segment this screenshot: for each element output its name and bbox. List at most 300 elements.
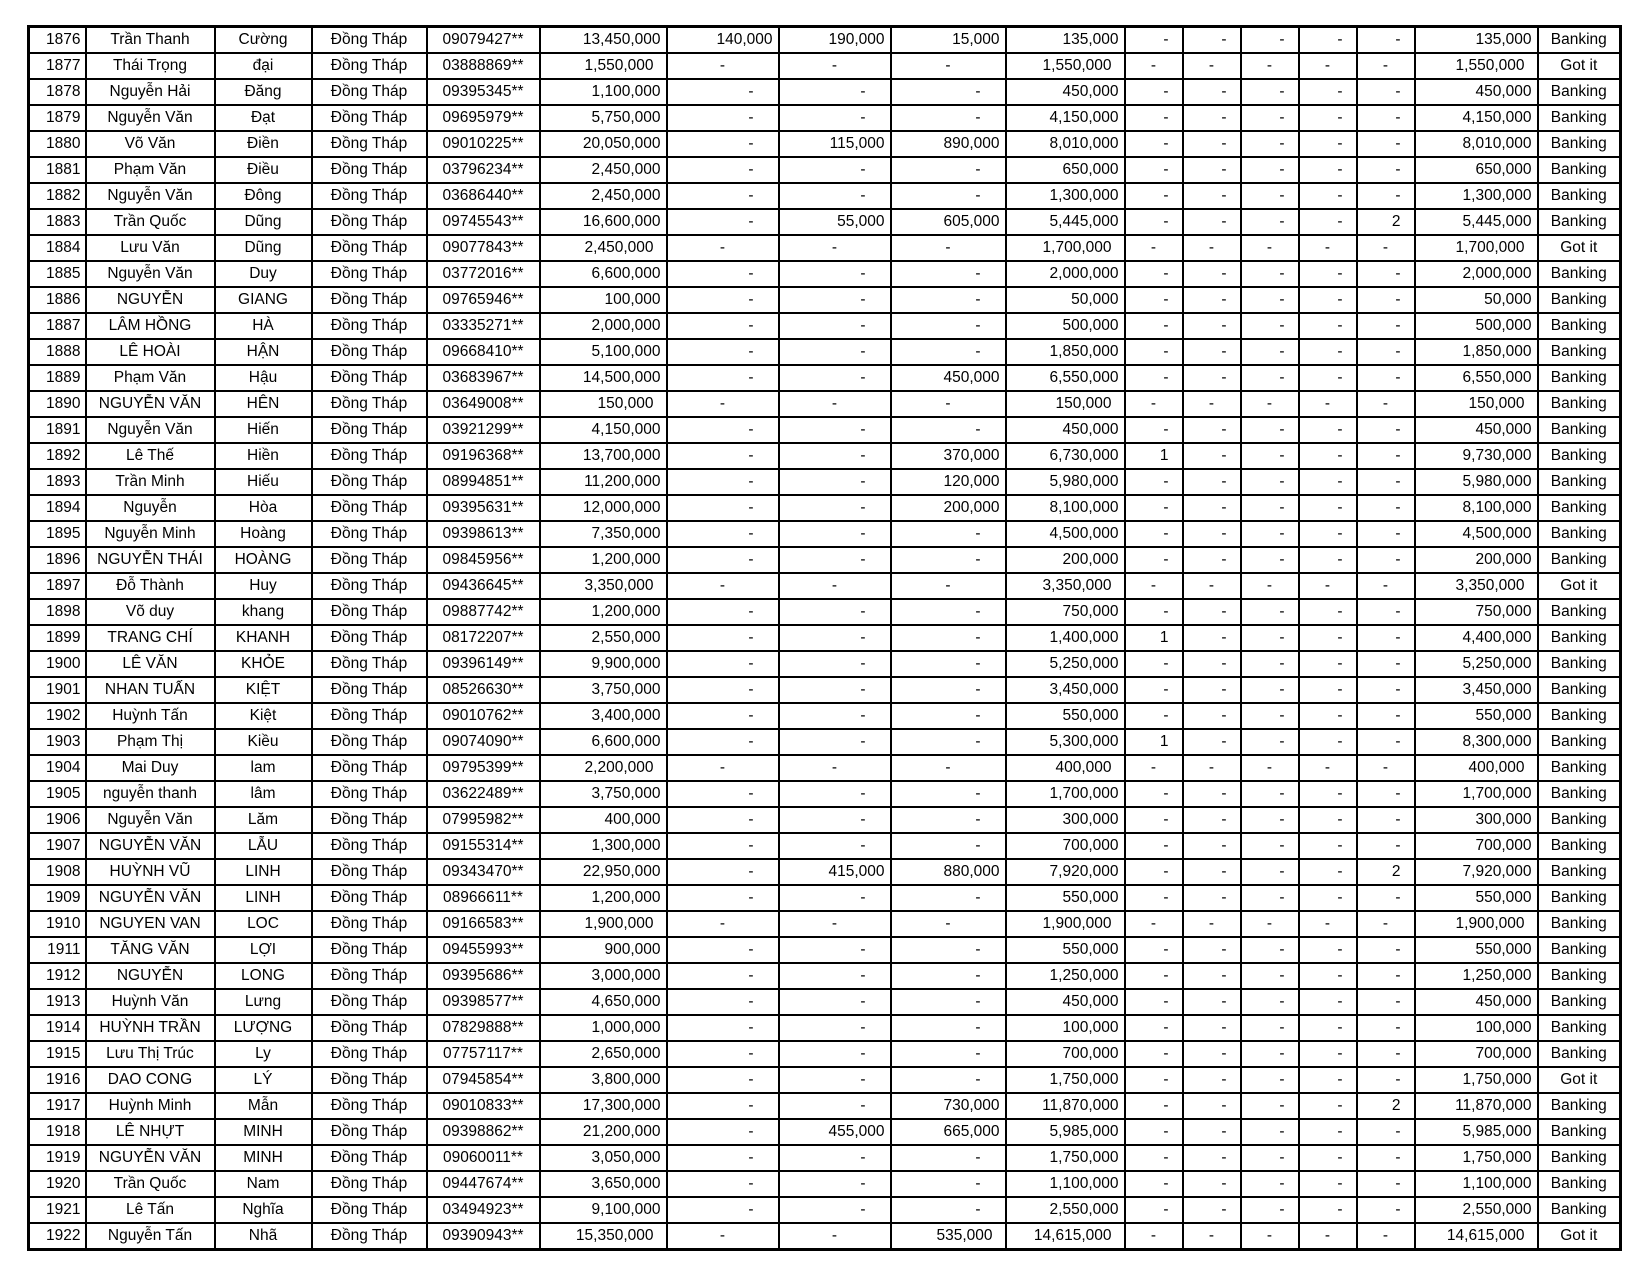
cell-amount-1: 9,900,000 — [540, 651, 667, 677]
cell-mark-1: - — [1125, 859, 1183, 885]
cell-phone-masked: 09074090** — [427, 729, 540, 755]
cell-mark-4: - — [1299, 53, 1357, 79]
cell-mark-5: - — [1357, 833, 1415, 859]
cell-mark-1: - — [1125, 1223, 1183, 1250]
cell-amount-4: - — [891, 1015, 1006, 1041]
cell-mark-4: - — [1299, 1145, 1357, 1171]
cell-mark-5: 2 — [1357, 859, 1415, 885]
cell-province: Đồng Tháp — [312, 1067, 427, 1093]
cell-mark-3: - — [1241, 339, 1299, 365]
cell-status: Banking — [1538, 651, 1621, 677]
cell-amount-2: - — [667, 521, 779, 547]
cell-mark-1: - — [1125, 1015, 1183, 1041]
cell-first-name: Nguyễn Tấn — [86, 1223, 215, 1250]
cell-mark-2: - — [1183, 27, 1241, 54]
cell-amount-2: - — [667, 547, 779, 573]
cell-amount-1: 6,600,000 — [540, 261, 667, 287]
cell-last-name: lâm — [215, 781, 312, 807]
cell-mark-3: - — [1241, 131, 1299, 157]
table-row — [29, 859, 1621, 885]
cell-province: Đồng Tháp — [312, 131, 427, 157]
cell-amount-3: - — [779, 1041, 891, 1067]
cell-amount-4: - — [891, 261, 1006, 287]
cell-amount-5: 650,000 — [1006, 157, 1125, 183]
table-body — [29, 27, 1621, 1250]
cell-province: Đồng Tháp — [312, 703, 427, 729]
cell-status: Banking — [1538, 1015, 1621, 1041]
cell-final-amount: 14,615,000 — [1415, 1223, 1538, 1250]
cell-row-number: 1893 — [29, 469, 86, 495]
cell-amount-4: 15,000 — [891, 27, 1006, 54]
cell-mark-3: - — [1241, 1145, 1299, 1171]
cell-mark-4: - — [1299, 651, 1357, 677]
cell-mark-3: - — [1241, 781, 1299, 807]
cell-mark-3: - — [1241, 157, 1299, 183]
cell-amount-2: - — [667, 1197, 779, 1223]
cell-amount-3: - — [779, 963, 891, 989]
cell-last-name: HẬN — [215, 339, 312, 365]
cell-first-name: LÊ NHỰT — [86, 1119, 215, 1145]
cell-status: Banking — [1538, 703, 1621, 729]
cell-final-amount: 450,000 — [1415, 79, 1538, 105]
cell-mark-5: - — [1357, 625, 1415, 651]
cell-amount-5: 8,100,000 — [1006, 495, 1125, 521]
cell-mark-4: - — [1299, 157, 1357, 183]
cell-amount-1: 13,700,000 — [540, 443, 667, 469]
cell-amount-2: - — [667, 911, 779, 937]
cell-mark-4: - — [1299, 235, 1357, 261]
cell-status: Banking — [1538, 781, 1621, 807]
cell-amount-1: 3,650,000 — [540, 1171, 667, 1197]
cell-phone-masked: 03686440** — [427, 183, 540, 209]
cell-amount-3: - — [779, 729, 891, 755]
cell-mark-4: - — [1299, 729, 1357, 755]
spreadsheet-page — [27, 25, 1622, 1251]
cell-mark-2: - — [1183, 599, 1241, 625]
cell-mark-3: - — [1241, 53, 1299, 79]
cell-mark-3: - — [1241, 313, 1299, 339]
cell-mark-4: - — [1299, 131, 1357, 157]
cell-mark-5: - — [1357, 1145, 1415, 1171]
cell-mark-1: - — [1125, 287, 1183, 313]
cell-amount-5: 4,150,000 — [1006, 105, 1125, 131]
cell-first-name: LÊ HOÀI — [86, 339, 215, 365]
cell-amount-1: 9,100,000 — [540, 1197, 667, 1223]
cell-amount-3: - — [779, 183, 891, 209]
cell-mark-2: - — [1183, 495, 1241, 521]
cell-mark-4: - — [1299, 391, 1357, 417]
cell-first-name: Nguyễn Hải — [86, 79, 215, 105]
cell-first-name: NGUYỄN VĂN — [86, 391, 215, 417]
cell-amount-4: - — [891, 937, 1006, 963]
cell-row-number: 1914 — [29, 1015, 86, 1041]
cell-mark-3: - — [1241, 1067, 1299, 1093]
cell-first-name: NGUYỄN — [86, 963, 215, 989]
cell-amount-3: - — [779, 79, 891, 105]
cell-first-name: NGUYỄN VĂN — [86, 885, 215, 911]
cell-mark-3: - — [1241, 1041, 1299, 1067]
cell-mark-2: - — [1183, 703, 1241, 729]
cell-mark-4: - — [1299, 859, 1357, 885]
cell-amount-5: 700,000 — [1006, 833, 1125, 859]
cell-phone-masked: 03796234** — [427, 157, 540, 183]
cell-mark-3: - — [1241, 989, 1299, 1015]
cell-mark-2: - — [1183, 53, 1241, 79]
cell-final-amount: 2,550,000 — [1415, 1197, 1538, 1223]
cell-row-number: 1913 — [29, 989, 86, 1015]
cell-row-number: 1897 — [29, 573, 86, 599]
cell-mark-3: - — [1241, 27, 1299, 54]
cell-amount-2: - — [667, 625, 779, 651]
cell-status: Banking — [1538, 859, 1621, 885]
cell-phone-masked: 07757117** — [427, 1041, 540, 1067]
cell-status: Banking — [1538, 339, 1621, 365]
table-row — [29, 1093, 1621, 1119]
cell-last-name: LINH — [215, 885, 312, 911]
cell-amount-1: 1,300,000 — [540, 833, 667, 859]
cell-last-name: Kiệt — [215, 703, 312, 729]
cell-row-number: 1922 — [29, 1223, 86, 1250]
cell-mark-5: - — [1357, 131, 1415, 157]
cell-mark-4: - — [1299, 183, 1357, 209]
cell-amount-1: 3,350,000 — [540, 573, 667, 599]
cell-mark-4: - — [1299, 1067, 1357, 1093]
cell-mark-1: - — [1125, 833, 1183, 859]
cell-mark-1: - — [1125, 547, 1183, 573]
table-row — [29, 183, 1621, 209]
cell-last-name: KHỎE — [215, 651, 312, 677]
cell-mark-3: - — [1241, 677, 1299, 703]
cell-amount-2: - — [667, 1145, 779, 1171]
table-row — [29, 235, 1621, 261]
cell-amount-5: 7,920,000 — [1006, 859, 1125, 885]
cell-amount-2: - — [667, 807, 779, 833]
cell-phone-masked: 03772016** — [427, 261, 540, 287]
cell-mark-5: - — [1357, 1015, 1415, 1041]
cell-mark-3: - — [1241, 1015, 1299, 1041]
cell-first-name: NHAN TUẤN — [86, 677, 215, 703]
cell-mark-1: - — [1125, 183, 1183, 209]
cell-amount-5: 100,000 — [1006, 1015, 1125, 1041]
cell-province: Đồng Tháp — [312, 1119, 427, 1145]
cell-phone-masked: 08526630** — [427, 677, 540, 703]
cell-mark-3: - — [1241, 1093, 1299, 1119]
cell-row-number: 1886 — [29, 287, 86, 313]
cell-first-name: Trần Quốc — [86, 1171, 215, 1197]
cell-mark-3: - — [1241, 1223, 1299, 1250]
cell-province: Đồng Tháp — [312, 781, 427, 807]
cell-amount-5: 11,870,000 — [1006, 1093, 1125, 1119]
cell-phone-masked: 09455993** — [427, 937, 540, 963]
cell-mark-2: - — [1183, 1119, 1241, 1145]
cell-first-name: TRANG CHÍ — [86, 625, 215, 651]
cell-phone-masked: 09166583** — [427, 911, 540, 937]
cell-phone-masked: 08966611** — [427, 885, 540, 911]
cell-amount-3: - — [779, 1015, 891, 1041]
cell-amount-2: - — [667, 131, 779, 157]
cell-row-number: 1916 — [29, 1067, 86, 1093]
cell-status: Got it — [1538, 1223, 1621, 1250]
cell-status: Got it — [1538, 1067, 1621, 1093]
cell-row-number: 1907 — [29, 833, 86, 859]
cell-mark-1: - — [1125, 105, 1183, 131]
cell-amount-2: - — [667, 313, 779, 339]
cell-mark-4: - — [1299, 677, 1357, 703]
cell-amount-5: 1,400,000 — [1006, 625, 1125, 651]
cell-row-number: 1889 — [29, 365, 86, 391]
cell-status: Banking — [1538, 1041, 1621, 1067]
cell-mark-4: - — [1299, 1171, 1357, 1197]
cell-amount-1: 15,350,000 — [540, 1223, 667, 1250]
cell-province: Đồng Tháp — [312, 261, 427, 287]
cell-mark-4: - — [1299, 807, 1357, 833]
cell-first-name: Nguyễn Văn — [86, 261, 215, 287]
cell-status: Banking — [1538, 1197, 1621, 1223]
cell-amount-5: 4,500,000 — [1006, 521, 1125, 547]
cell-mark-5: - — [1357, 937, 1415, 963]
cell-province: Đồng Tháp — [312, 79, 427, 105]
cell-status: Banking — [1538, 391, 1621, 417]
table-row — [29, 469, 1621, 495]
cell-amount-5: 14,615,000 — [1006, 1223, 1125, 1250]
cell-mark-5: - — [1357, 79, 1415, 105]
cell-amount-4: - — [891, 599, 1006, 625]
cell-province: Đồng Tháp — [312, 833, 427, 859]
cell-amount-2: - — [667, 235, 779, 261]
cell-amount-4: 120,000 — [891, 469, 1006, 495]
cell-amount-1: 400,000 — [540, 807, 667, 833]
cell-amount-5: 1,100,000 — [1006, 1171, 1125, 1197]
cell-mark-3: - — [1241, 79, 1299, 105]
cell-mark-3: - — [1241, 183, 1299, 209]
cell-amount-3: - — [779, 261, 891, 287]
cell-first-name: HUỲNH TRẦN — [86, 1015, 215, 1041]
table-row — [29, 937, 1621, 963]
cell-amount-2: - — [667, 339, 779, 365]
cell-mark-1: - — [1125, 599, 1183, 625]
cell-status: Banking — [1538, 131, 1621, 157]
cell-amount-5: 1,700,000 — [1006, 781, 1125, 807]
cell-phone-masked: 09390943** — [427, 1223, 540, 1250]
cell-last-name: HÊN — [215, 391, 312, 417]
cell-final-amount: 700,000 — [1415, 1041, 1538, 1067]
cell-mark-1: - — [1125, 1119, 1183, 1145]
cell-last-name: KIỆT — [215, 677, 312, 703]
cell-province: Đồng Tháp — [312, 989, 427, 1015]
cell-amount-4: - — [891, 391, 1006, 417]
cell-mark-5: - — [1357, 1067, 1415, 1093]
cell-row-number: 1899 — [29, 625, 86, 651]
table-row — [29, 1223, 1621, 1250]
cell-amount-3: - — [779, 157, 891, 183]
cell-amount-1: 150,000 — [540, 391, 667, 417]
cell-amount-4: - — [891, 547, 1006, 573]
cell-mark-5: - — [1357, 807, 1415, 833]
cell-last-name: MINH — [215, 1145, 312, 1171]
cell-amount-3: - — [779, 417, 891, 443]
cell-first-name: nguyễn thanh — [86, 781, 215, 807]
cell-mark-4: - — [1299, 937, 1357, 963]
cell-amount-5: 5,445,000 — [1006, 209, 1125, 235]
cell-amount-1: 3,750,000 — [540, 781, 667, 807]
cell-mark-1: - — [1125, 677, 1183, 703]
cell-mark-3: - — [1241, 521, 1299, 547]
cell-status: Banking — [1538, 365, 1621, 391]
cell-province: Đồng Tháp — [312, 287, 427, 313]
cell-amount-2: - — [667, 651, 779, 677]
cell-mark-5: - — [1357, 885, 1415, 911]
cell-status: Banking — [1538, 105, 1621, 131]
cell-mark-3: - — [1241, 729, 1299, 755]
table-row — [29, 1041, 1621, 1067]
cell-mark-4: - — [1299, 625, 1357, 651]
table-row — [29, 287, 1621, 313]
cell-row-number: 1887 — [29, 313, 86, 339]
cell-row-number: 1908 — [29, 859, 86, 885]
cell-row-number: 1917 — [29, 1093, 86, 1119]
cell-mark-3: - — [1241, 1171, 1299, 1197]
cell-province: Đồng Tháp — [312, 651, 427, 677]
cell-mark-1: - — [1125, 989, 1183, 1015]
cell-amount-3: - — [779, 781, 891, 807]
cell-amount-3: - — [779, 365, 891, 391]
cell-amount-1: 16,600,000 — [540, 209, 667, 235]
cell-status: Banking — [1538, 937, 1621, 963]
cell-amount-2: - — [667, 1041, 779, 1067]
table-row — [29, 651, 1621, 677]
cell-mark-4: - — [1299, 1119, 1357, 1145]
cell-amount-4: - — [891, 521, 1006, 547]
cell-mark-4: - — [1299, 963, 1357, 989]
cell-mark-2: - — [1183, 911, 1241, 937]
cell-province: Đồng Tháp — [312, 937, 427, 963]
cell-amount-3: - — [779, 1197, 891, 1223]
cell-mark-2: - — [1183, 469, 1241, 495]
cell-mark-1: - — [1125, 937, 1183, 963]
cell-first-name: NGUYỄN VĂN — [86, 1145, 215, 1171]
cell-amount-2: - — [667, 781, 779, 807]
table-row — [29, 1067, 1621, 1093]
cell-province: Đồng Tháp — [312, 235, 427, 261]
cell-first-name: TĂNG VĂN — [86, 937, 215, 963]
cell-first-name: DAO CONG — [86, 1067, 215, 1093]
cell-mark-3: - — [1241, 261, 1299, 287]
cell-mark-2: - — [1183, 937, 1241, 963]
cell-mark-5: - — [1357, 963, 1415, 989]
cell-mark-4: - — [1299, 755, 1357, 781]
cell-mark-2: - — [1183, 1067, 1241, 1093]
cell-amount-2: - — [667, 209, 779, 235]
cell-phone-masked: 09745543** — [427, 209, 540, 235]
cell-province: Đồng Tháp — [312, 911, 427, 937]
cell-province: Đồng Tháp — [312, 1197, 427, 1223]
cell-final-amount: 9,730,000 — [1415, 443, 1538, 469]
cell-amount-2: - — [667, 443, 779, 469]
cell-status: Banking — [1538, 1171, 1621, 1197]
cell-amount-3: 455,000 — [779, 1119, 891, 1145]
cell-first-name: Nguyễn Văn — [86, 105, 215, 131]
cell-amount-4: - — [891, 339, 1006, 365]
cell-status: Banking — [1538, 807, 1621, 833]
cell-status: Banking — [1538, 1119, 1621, 1145]
cell-amount-5: 400,000 — [1006, 755, 1125, 781]
table-row — [29, 105, 1621, 131]
cell-amount-3: 55,000 — [779, 209, 891, 235]
cell-status: Banking — [1538, 755, 1621, 781]
cell-first-name: Huỳnh Minh — [86, 1093, 215, 1119]
cell-amount-4: 450,000 — [891, 365, 1006, 391]
cell-mark-4: - — [1299, 261, 1357, 287]
cell-amount-4: - — [891, 313, 1006, 339]
cell-amount-3: - — [779, 807, 891, 833]
cell-mark-1: - — [1125, 53, 1183, 79]
cell-mark-2: - — [1183, 1197, 1241, 1223]
payment-table — [27, 25, 1622, 1251]
table-row — [29, 625, 1621, 651]
cell-amount-4: 535,000 — [891, 1223, 1006, 1250]
cell-province: Đồng Tháp — [312, 443, 427, 469]
cell-amount-3: - — [779, 495, 891, 521]
cell-mark-1: - — [1125, 1197, 1183, 1223]
cell-first-name: Huỳnh Văn — [86, 989, 215, 1015]
table-row — [29, 27, 1621, 54]
cell-row-number: 1912 — [29, 963, 86, 989]
cell-mark-4: - — [1299, 703, 1357, 729]
cell-mark-5: - — [1357, 53, 1415, 79]
cell-phone-masked: 08172207** — [427, 625, 540, 651]
cell-amount-2: - — [667, 391, 779, 417]
cell-amount-5: 450,000 — [1006, 417, 1125, 443]
cell-mark-5: - — [1357, 547, 1415, 573]
cell-final-amount: 700,000 — [1415, 833, 1538, 859]
cell-amount-4: - — [891, 157, 1006, 183]
cell-row-number: 1877 — [29, 53, 86, 79]
cell-amount-4: - — [891, 105, 1006, 131]
cell-first-name: Phạm Thị — [86, 729, 215, 755]
cell-first-name: Võ duy — [86, 599, 215, 625]
cell-status: Got it — [1538, 573, 1621, 599]
cell-amount-3: - — [779, 677, 891, 703]
cell-mark-3: - — [1241, 833, 1299, 859]
table-row — [29, 989, 1621, 1015]
cell-row-number: 1881 — [29, 157, 86, 183]
cell-province: Đồng Tháp — [312, 885, 427, 911]
cell-amount-5: 3,350,000 — [1006, 573, 1125, 599]
cell-amount-5: 450,000 — [1006, 79, 1125, 105]
cell-mark-2: - — [1183, 261, 1241, 287]
cell-mark-1: - — [1125, 755, 1183, 781]
cell-amount-2: - — [667, 885, 779, 911]
cell-mark-1: - — [1125, 27, 1183, 54]
cell-amount-3: - — [779, 625, 891, 651]
cell-row-number: 1910 — [29, 911, 86, 937]
cell-amount-5: 2,550,000 — [1006, 1197, 1125, 1223]
cell-amount-2: - — [667, 157, 779, 183]
cell-final-amount: 550,000 — [1415, 937, 1538, 963]
cell-final-amount: 1,750,000 — [1415, 1145, 1538, 1171]
cell-amount-2: - — [667, 599, 779, 625]
table-row — [29, 807, 1621, 833]
cell-row-number: 1878 — [29, 79, 86, 105]
cell-mark-2: - — [1183, 365, 1241, 391]
table-row — [29, 391, 1621, 417]
table-row — [29, 1119, 1621, 1145]
cell-amount-4: 890,000 — [891, 131, 1006, 157]
cell-final-amount: 150,000 — [1415, 391, 1538, 417]
cell-amount-1: 2,450,000 — [540, 157, 667, 183]
cell-province: Đồng Tháp — [312, 365, 427, 391]
cell-phone-masked: 09887742** — [427, 599, 540, 625]
